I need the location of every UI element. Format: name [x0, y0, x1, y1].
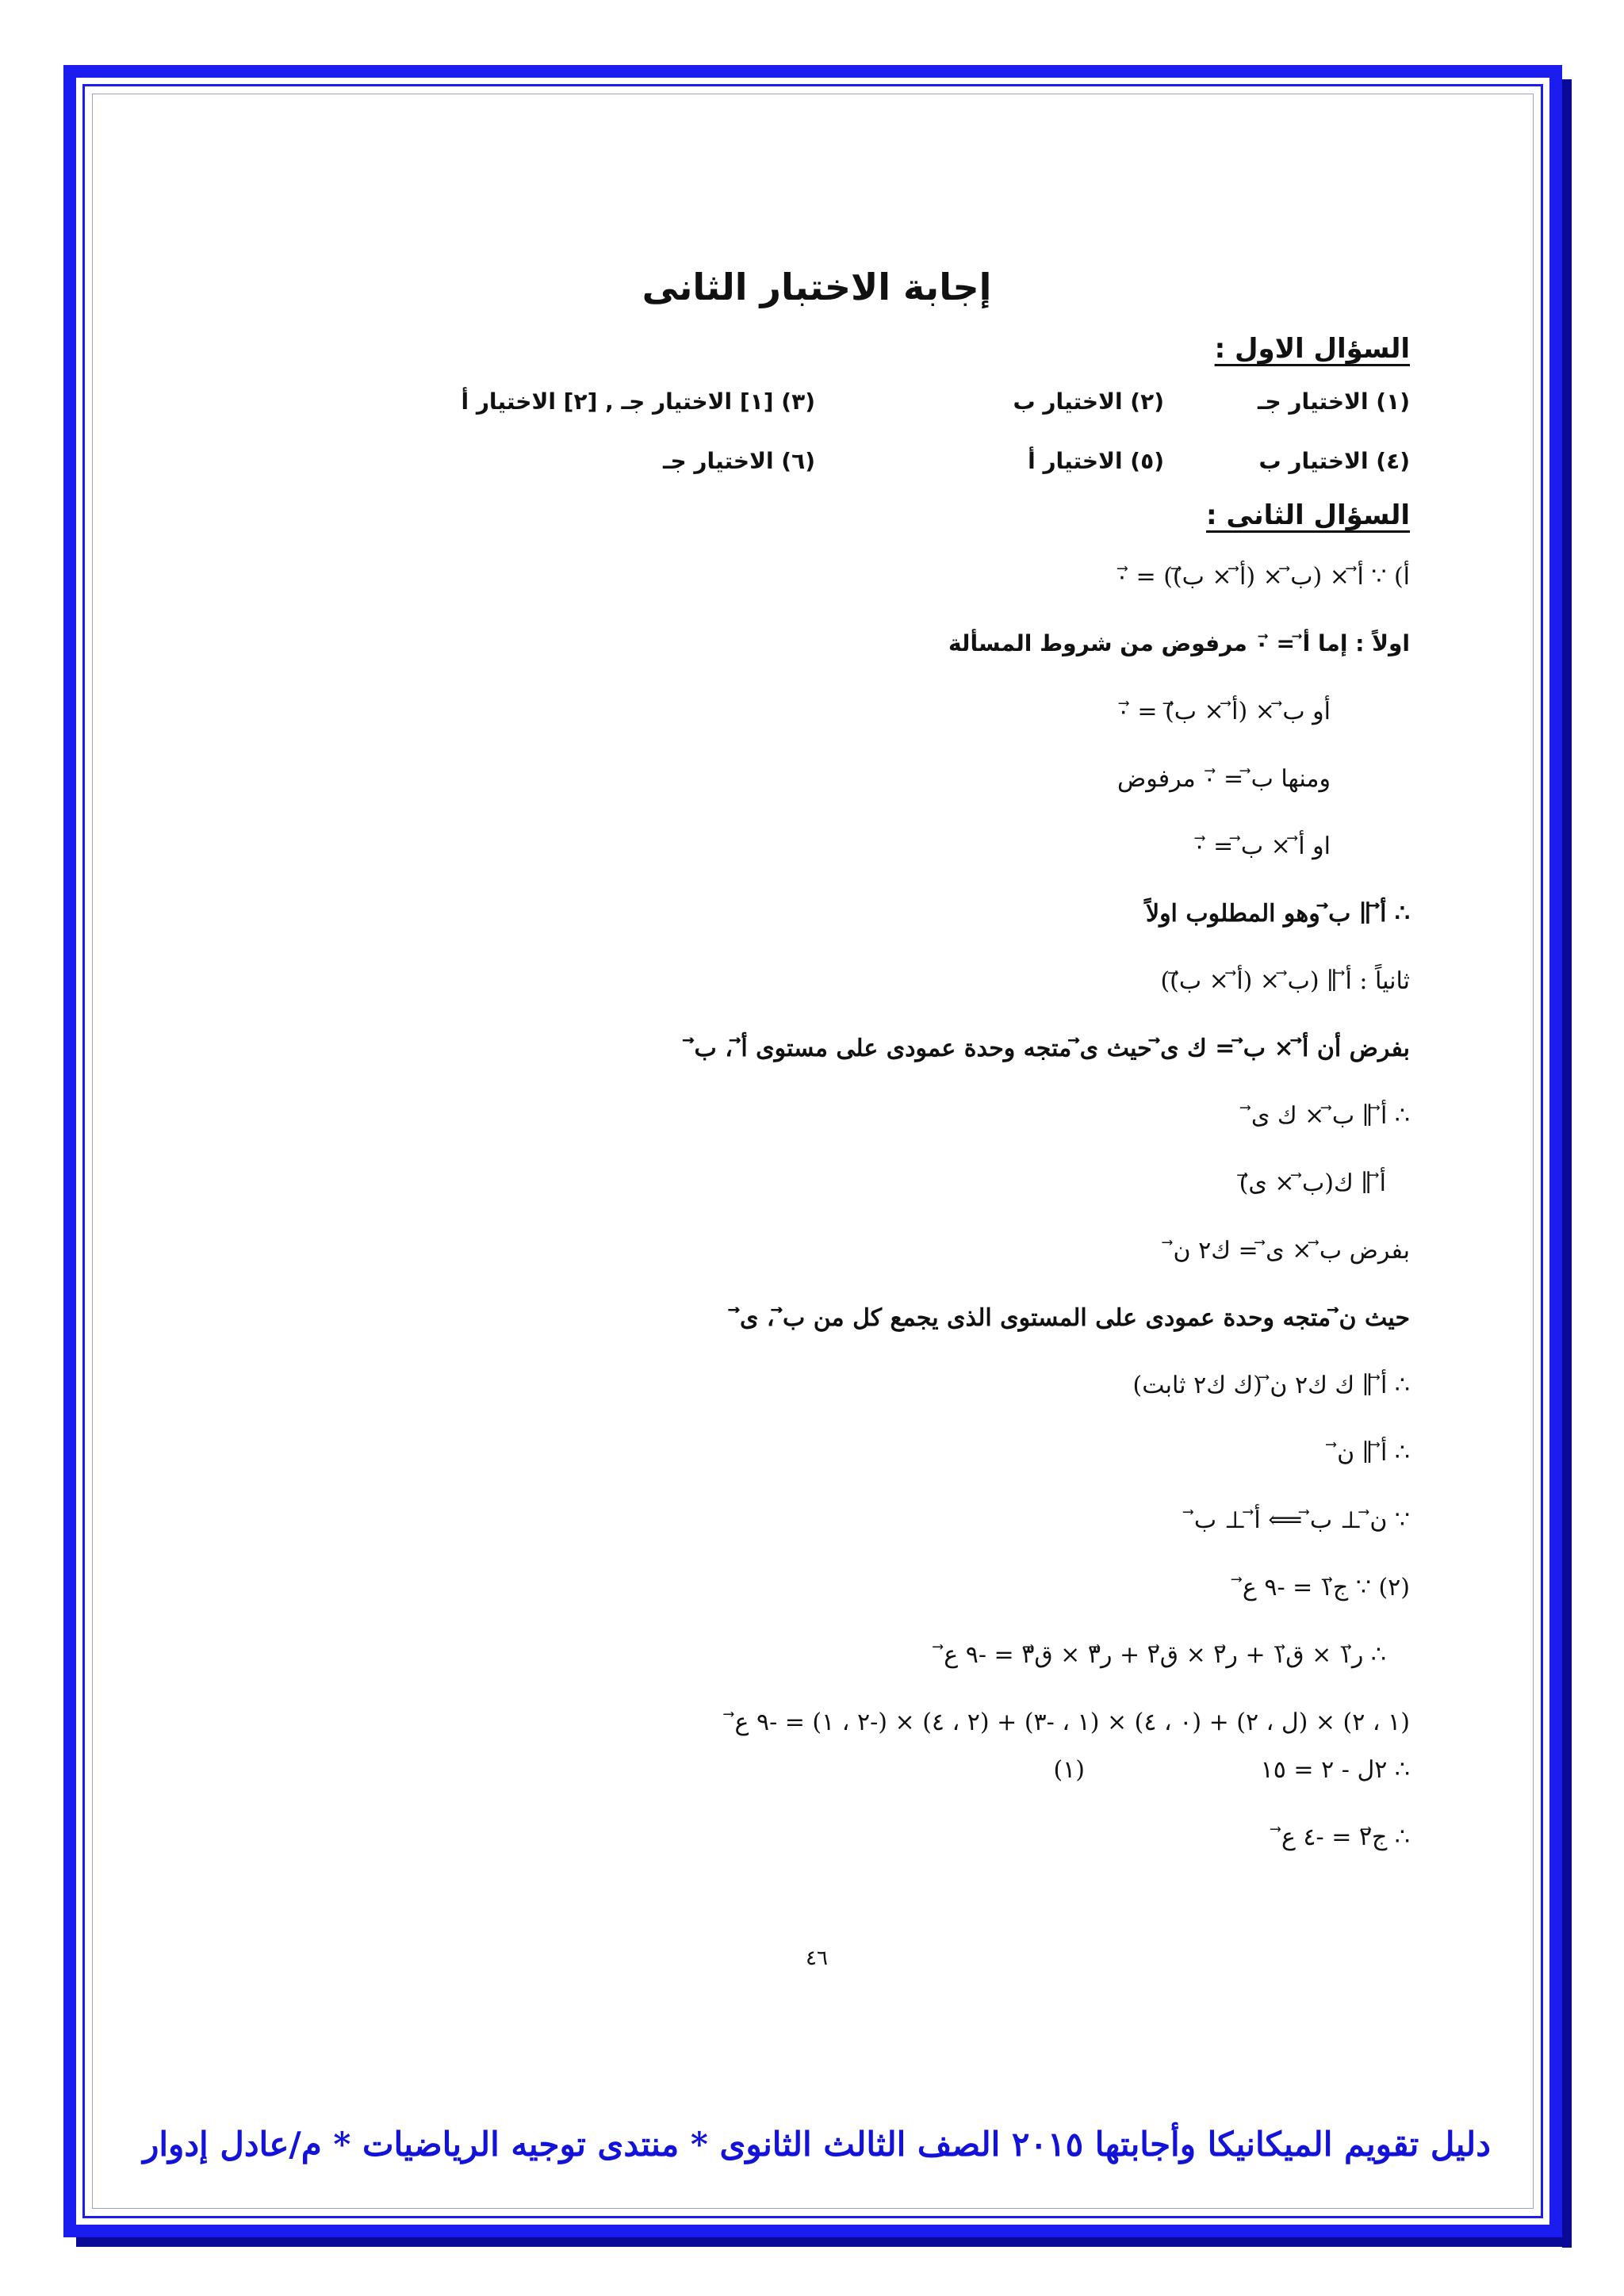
q2-line-10: أ⃗ ∥ ك(ب⃗ × ى⃗)	[1239, 1169, 1386, 1197]
q2-line-16: (٢) ∵ ج⃗١ = -٩ ع⃗	[1242, 1574, 1410, 1601]
q2-line-1: أ) ∵ أ⃗ × (ب⃗ × (أ⃗ × ب⃗)) = ٠⃗	[1115, 563, 1410, 591]
q2-line-17: ∴ ر⃗١ × ق⃗١ + ر⃗٢ × ق⃗٢ + ر⃗٣ × ق⃗٣ = -٩ ع⃗	[944, 1641, 1386, 1669]
q2-equation-ref: (١)	[1053, 1756, 1085, 1784]
question-2-heading: السؤال الثانى :	[1206, 499, 1410, 531]
q2-line-13: ∴ أ⃗ ∥ ك ك٢ ن⃗ (ك ك٢ ثابت)	[1132, 1372, 1410, 1399]
q2-line-19: ∴ ٢ل - ٢ = ١٥	[1260, 1756, 1410, 1784]
frame-shadow-bottom	[76, 2237, 1572, 2247]
q2-line-20: ∴ ج⃗٢ = -٤ ع⃗	[1281, 1823, 1410, 1851]
q2-line-9: ∴ أ⃗ ∥ ب⃗ × ك ى⃗	[1251, 1102, 1410, 1130]
q1-answer-3: (٣) [١] الاختيار جـ , [٢] الاختيار أ	[461, 388, 815, 415]
q2-line-14: ∴ أ⃗ ∥ ن⃗	[1337, 1439, 1410, 1467]
q1-answer-2: (٢) الاختيار ب	[1013, 388, 1164, 415]
q2-line-11: بفرض ب⃗ × ى⃗ = ك٢ ن⃗	[1173, 1237, 1410, 1265]
q2-line-15: ∵ ن⃗ ⊥ ب⃗ ⟸ أ⃗ ⊥ ب⃗	[1193, 1506, 1410, 1534]
q2-line-2: اولاً : إما أ⃗ = ٠⃗ مرفوض من شروط المسألة	[948, 630, 1410, 656]
q2-line-5: او أ⃗ × ب⃗ = ٠⃗	[1193, 832, 1331, 860]
q2-line-7: ثانياً : أ⃗ ∥ (ب⃗ × (أ⃗ × ب⃗))	[1160, 967, 1410, 995]
q2-line-12: حيث ن⃗ متجه وحدة عمودى على المستوى الذى يجمع كل من ب⃗ ، ى⃗	[739, 1304, 1410, 1332]
frame-shadow-right	[1562, 79, 1572, 2248]
q2-line-3: أو ب⃗ × (أ⃗ × ب⃗) = ٠⃗	[1116, 698, 1331, 725]
q2-line-6: ∴ أ⃗ ∥ ب⃗ وهو المطلوب اولاً	[1145, 900, 1410, 928]
q1-answer-5: (٥) الاختيار أ	[1028, 448, 1164, 474]
q1-answer-1: (١) الاختيار جـ	[1257, 388, 1410, 415]
q1-answer-4: (٤) الاختيار ب	[1258, 448, 1410, 474]
q2-line-8: بفرض أن أ⃗ × ب⃗ = ك ى⃗ حيث ى⃗ متجه وحدة عمودى على مستوى أ⃗ ، ب⃗	[694, 1035, 1410, 1062]
question-1-heading: السؤال الاول :	[1214, 333, 1410, 365]
page-number: ٤٦	[806, 1946, 828, 1970]
page-title: إجابة الاختبار الثانى	[642, 266, 992, 308]
footer-credit: دليل تقويم الميكانيكا وأجابتها ٢٠١٥ الصف الثالث الثانوى * منتدى توجيه الرياضيات * م/عادل إدوار	[143, 2125, 1491, 2164]
q1-answer-6: (٦) الاختيار جـ	[662, 448, 815, 474]
q2-line-4: ومنها ب⃗ = ٠⃗ مرفوض	[1117, 765, 1331, 793]
q2-line-18: (١ ، ٢) × (ل ، ٢) + (٠ ، ٤) × (١ ، -٣) + (٢ ، ٤) × (-٢ ، ١) = -٩ ع⃗	[734, 1709, 1410, 1736]
